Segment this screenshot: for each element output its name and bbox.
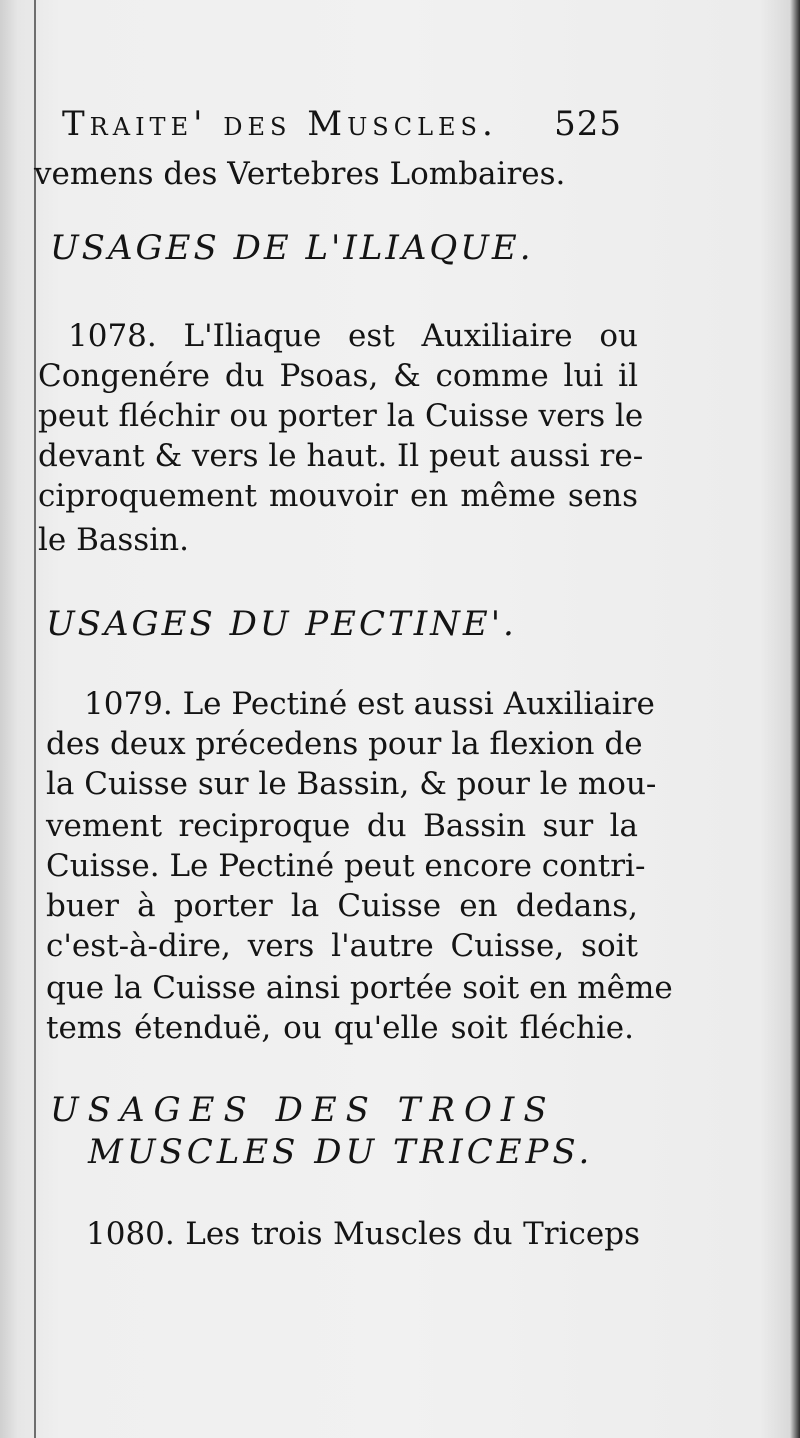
- paragraph-line: buer à porter la Cuisse en dedans,: [46, 888, 638, 924]
- paragraph-line: 1078. L'Iliaque est Auxiliaire ou: [68, 318, 638, 354]
- paragraph-line: des deux précedens pour la flexion de: [46, 726, 643, 762]
- paragraph-line: devant & vers le haut. Il peut aussi re-: [38, 438, 644, 474]
- running-title: Traite' des Muscles.: [62, 104, 498, 144]
- section-heading-triceps: USAGES DES TROIS: [50, 1090, 556, 1130]
- page-number: 525: [554, 104, 622, 144]
- paragraph-line: tems étenduë, ou qu'elle soit fléchie.: [46, 1010, 634, 1046]
- paragraph-line: Cuisse. Le Pectiné peut encore contri-: [46, 848, 646, 884]
- section-heading-iliaque: USAGES DE L'ILIAQUE.: [50, 228, 534, 268]
- paragraph-line: 1080. Les trois Muscles du Triceps: [86, 1216, 640, 1252]
- paragraph-line: peut fléchir ou porter la Cuisse vers le: [38, 398, 644, 434]
- section-heading-triceps-second-line: MUSCLES DU TRICEPS.: [88, 1132, 594, 1172]
- paragraph-line: la Cuisse sur le Bassin, & pour le mou-: [46, 766, 657, 802]
- section-heading-pectine: USAGES DU PECTINE'.: [46, 604, 517, 644]
- paragraph-line: que la Cuisse ainsi portée soit en même: [46, 970, 673, 1006]
- paragraph-line: c'est-à-dire, vers l'autre Cuisse, soit: [46, 928, 638, 964]
- paragraph-line: vement reciproque du Bassin sur la: [46, 808, 638, 844]
- paragraph-line: ciproquement mouvoir en même sens: [38, 478, 638, 514]
- page-gutter: [34, 0, 36, 1438]
- paragraph-line: Congenére du Psoas, & comme lui il: [38, 358, 638, 394]
- running-head: [62, 104, 622, 148]
- paragraph-line: 1079. Le Pectiné est aussi Auxiliaire: [84, 686, 655, 722]
- paragraph-line: le Bassin.: [38, 522, 189, 558]
- continuation-line: vemens des Vertebres Lombaires.: [34, 156, 566, 192]
